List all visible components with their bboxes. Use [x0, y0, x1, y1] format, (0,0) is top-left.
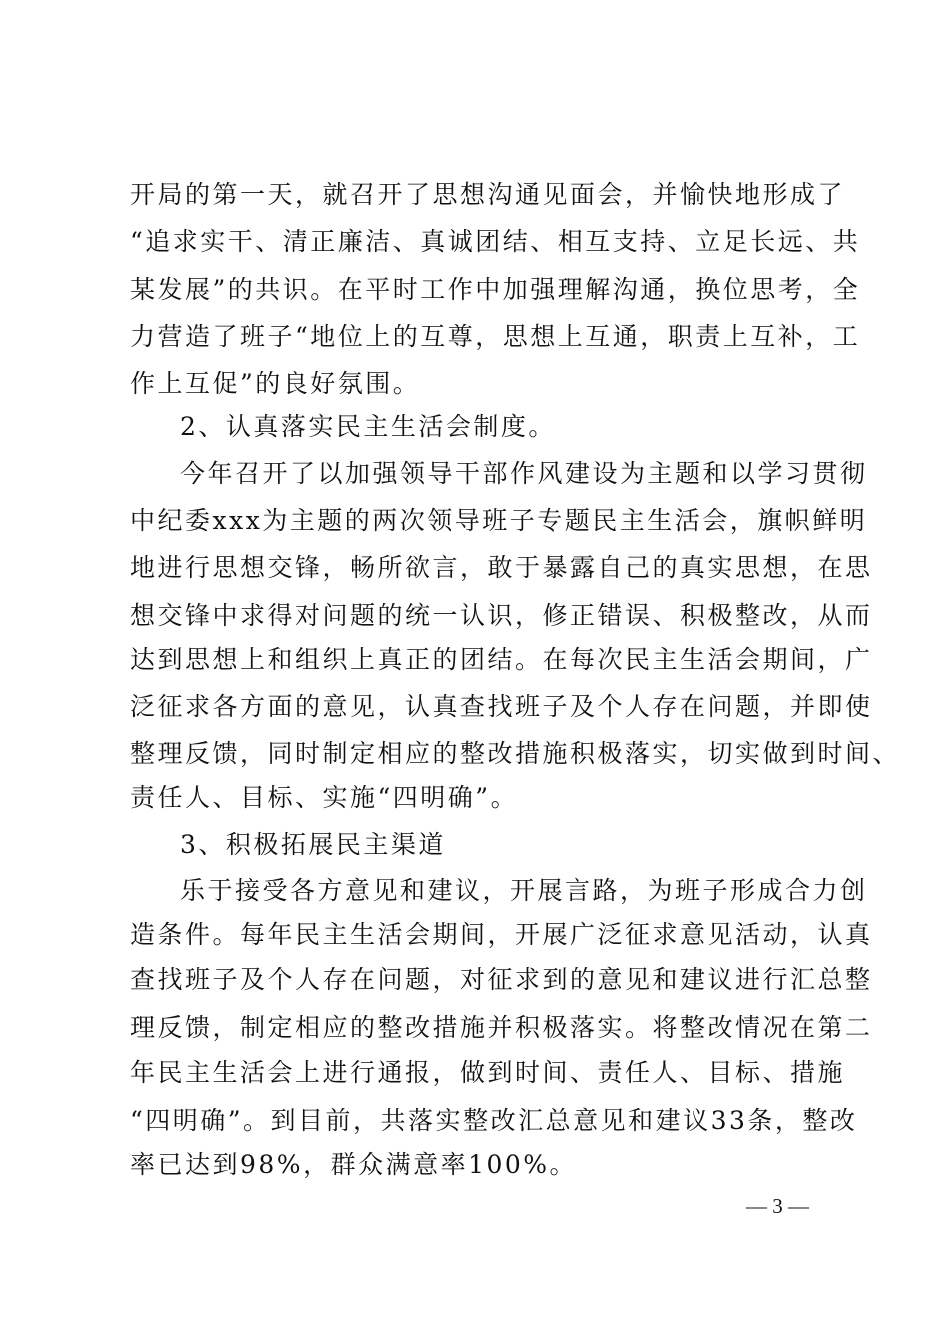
body-line: 达到思想上和组织上真正的团结。在每次民主生活会期间，广 — [130, 645, 873, 674]
body-line: 地进行思想交锋，畅所欲言，敢于暴露自己的真实思想，在思 — [130, 553, 873, 582]
body-line: 理反馈，制定相应的整改措施并积极落实。将整改情况在第二 — [130, 1013, 873, 1042]
body-line: 责任人、目标、实施“四明确”。 — [130, 783, 519, 812]
page-number: — 3 — — [746, 1194, 809, 1218]
body-line: 某发展”的共识。在平时工作中加强理解沟通，换位思考，全 — [130, 275, 861, 304]
body-line: 中纪委xxx为主题的两次领导班子专题民主生活会，旗帜鲜明 — [130, 506, 868, 535]
body-line: “追求实干、清正廉洁、真诚团结、相互支持、立足长远、共 — [130, 227, 861, 256]
section-heading: 3、积极拓展民主渠道 — [180, 830, 446, 859]
body-line: 想交锋中求得对问题的统一认识，修正错误、积极整改，从而 — [130, 601, 873, 630]
paragraph-first-line: 乐于接受各方意见和建议，开展言路，为班子形成合力创 — [180, 876, 868, 905]
paragraph-first-line: 今年召开了以加强领导干部作风建设为主题和以学习贯彻 — [180, 459, 868, 488]
section-heading: 2、认真落实民主生活会制度。 — [180, 412, 556, 441]
body-line: 泛征求各方面的意见，认真查找班子及个人存在问题，并即使 — [130, 692, 873, 721]
body-line: 查找班子及个人存在问题，对征求到的意见和建议进行汇总整 — [130, 965, 873, 994]
body-line: 造条件。每年民主生活会期间，开展广泛征求意见活动，认真 — [130, 920, 873, 949]
body-line: 开局的第一天，就召开了思想沟通见面会，并愉快地形成了 — [130, 180, 846, 209]
body-line: “四明确”。到目前，共落实整改汇总意见和建议33条，整改 — [130, 1106, 858, 1135]
body-line: 年民主生活会上进行通报，做到时间、责任人、目标、措施 — [130, 1058, 846, 1087]
body-line: 整理反馈，同时制定相应的整改措施积极落实，切实做到时间、 — [130, 739, 901, 768]
body-line: 力营造了班子“地位上的互尊，思想上互通，职责上互补，工 — [130, 322, 861, 351]
body-line: 率已达到98%，群众满意率100%。 — [130, 1150, 578, 1179]
body-line: 作上互促”的良好氛围。 — [130, 369, 421, 398]
